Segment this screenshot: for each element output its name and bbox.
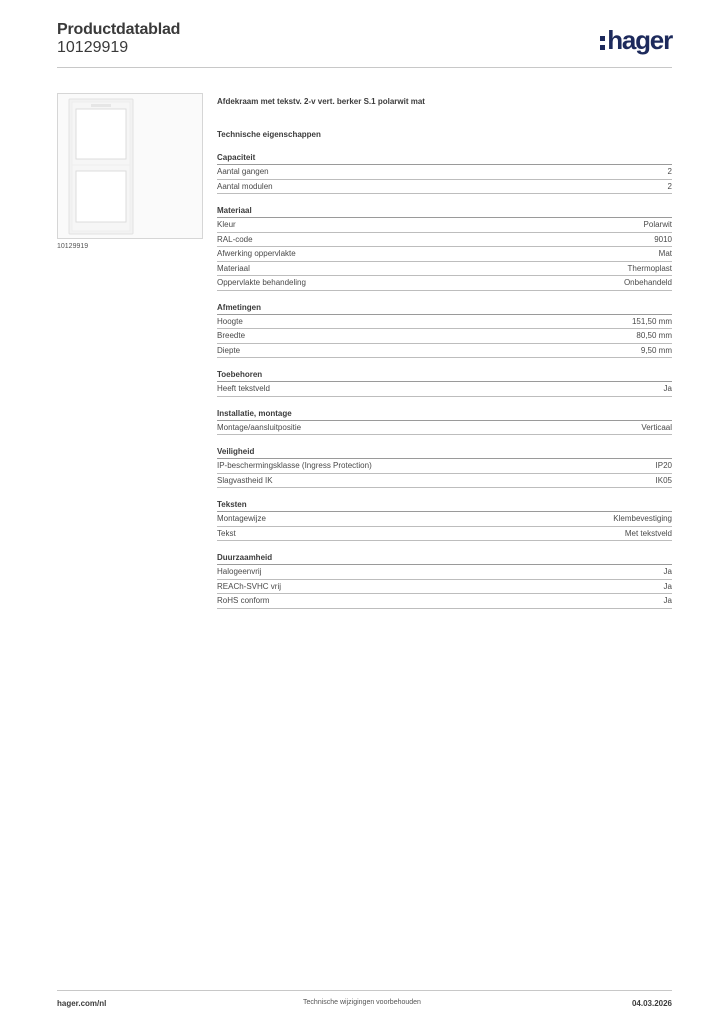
tech-heading: Technische eigenschappen xyxy=(217,130,321,139)
spec-row xyxy=(217,527,672,542)
spec-value: IK05 xyxy=(655,475,672,485)
logo-text: hager xyxy=(607,25,672,55)
spec-row xyxy=(217,421,672,436)
section-afmetingen xyxy=(217,302,672,359)
spec-value: 9,50 mm xyxy=(640,345,672,355)
spec-label: Aantal modulen xyxy=(217,181,273,191)
spec-value: Ja xyxy=(663,596,672,605)
section-capaciteit xyxy=(217,152,672,194)
spec-value: 9010 xyxy=(654,234,672,244)
spec-value: Onbehandeld xyxy=(623,278,672,287)
product-title: Afdekraam met tekstv. 2-v vert. berker S.1 polarwit mat xyxy=(217,97,425,106)
spec-value: 151,50 mm xyxy=(631,316,672,326)
spec-value: 2 xyxy=(667,167,672,176)
section-title: Teksten xyxy=(217,499,672,512)
section-duurzaamheid xyxy=(217,552,672,609)
spec-row xyxy=(217,165,672,180)
spec-value: Ja xyxy=(663,581,672,591)
spec-row xyxy=(217,247,672,262)
footer-date: 04.03.2026 xyxy=(631,999,672,1008)
page-title: Productdatablad xyxy=(57,21,181,38)
spec-row xyxy=(217,580,672,595)
spec-label: Breedte xyxy=(217,331,246,340)
product-specs xyxy=(217,96,672,609)
spec-row xyxy=(217,474,672,489)
spec-label: Hoogte xyxy=(217,316,243,326)
spec-row xyxy=(217,233,672,248)
spec-label: Kleur xyxy=(217,220,236,229)
spec-label: Montage/aansluitpositie xyxy=(217,422,302,432)
spec-label: RoHS conform xyxy=(217,596,270,605)
spec-value: IP20 xyxy=(655,461,672,470)
spec-label: Aantal gangen xyxy=(217,167,269,176)
section-toebehoren xyxy=(217,369,672,397)
spec-row xyxy=(217,329,672,344)
spec-value: Mat xyxy=(658,249,672,258)
spec-label: Materiaal xyxy=(217,263,250,273)
section-materiaal xyxy=(217,205,672,291)
product-image-frame xyxy=(57,93,203,239)
spec-row xyxy=(217,512,672,527)
spec-value: Klembevestiging xyxy=(613,514,672,523)
spec-label: RAL-code xyxy=(217,234,253,244)
section-title: Afmetingen xyxy=(217,302,672,315)
section-teksten xyxy=(217,499,672,541)
spec-label: Montagewijze xyxy=(217,514,266,523)
spec-row xyxy=(217,315,672,330)
article-number: 10129919 xyxy=(57,39,129,56)
spec-value: Polarwit xyxy=(643,220,672,229)
spec-value: Ja xyxy=(663,567,672,576)
spec-value: 2 xyxy=(667,181,672,191)
section-veiligheid xyxy=(217,446,672,488)
footer-disclaimer: Technische wijzigingen voorbehouden xyxy=(303,999,421,1006)
spec-row xyxy=(217,594,672,609)
spec-label: Tekst xyxy=(217,528,236,538)
spec-label: IP-beschermingsklasse (Ingress Protection) xyxy=(217,461,372,470)
spec-row xyxy=(217,262,672,277)
product-image xyxy=(58,94,202,238)
spec-label: Afwerking oppervlakte xyxy=(217,249,296,258)
logo-dots-icon xyxy=(600,36,605,50)
spec-label: Slagvastheid IK xyxy=(217,475,273,485)
spec-row xyxy=(217,180,672,195)
section-title: Veiligheid xyxy=(217,446,672,459)
spec-label: Heeft tekstveld xyxy=(217,384,270,393)
section-title: Toebehoren xyxy=(217,369,672,382)
image-caption: 10129919 xyxy=(57,243,89,250)
spec-value: 80,50 mm xyxy=(636,331,672,340)
spec-row xyxy=(217,344,672,359)
section-installatie xyxy=(217,408,672,436)
spec-value: Thermoplast xyxy=(627,263,672,273)
spec-row xyxy=(217,565,672,580)
spec-label: Oppervlakte behandeling xyxy=(217,278,306,287)
hager-logo xyxy=(600,27,672,53)
section-title: Capaciteit xyxy=(217,152,672,165)
spec-label: Diepte xyxy=(217,345,241,355)
spec-label: REACh-SVHC vrij xyxy=(217,581,282,591)
section-title: Materiaal xyxy=(217,205,672,218)
footer-divider xyxy=(57,990,672,991)
spec-value: Ja xyxy=(663,384,672,393)
spec-row xyxy=(217,218,672,233)
section-title: Duurzaamheid xyxy=(217,552,672,565)
header-divider xyxy=(57,67,672,68)
spec-value: Verticaal xyxy=(641,422,672,432)
spec-row xyxy=(217,382,672,397)
section-title: Installatie, montage xyxy=(217,408,672,421)
spec-value: Met tekstveld xyxy=(624,528,672,538)
spec-row xyxy=(217,276,672,291)
spec-row xyxy=(217,459,672,474)
spec-label: Halogeenvrij xyxy=(217,567,262,576)
footer-website: hager.com/nl xyxy=(57,999,107,1008)
